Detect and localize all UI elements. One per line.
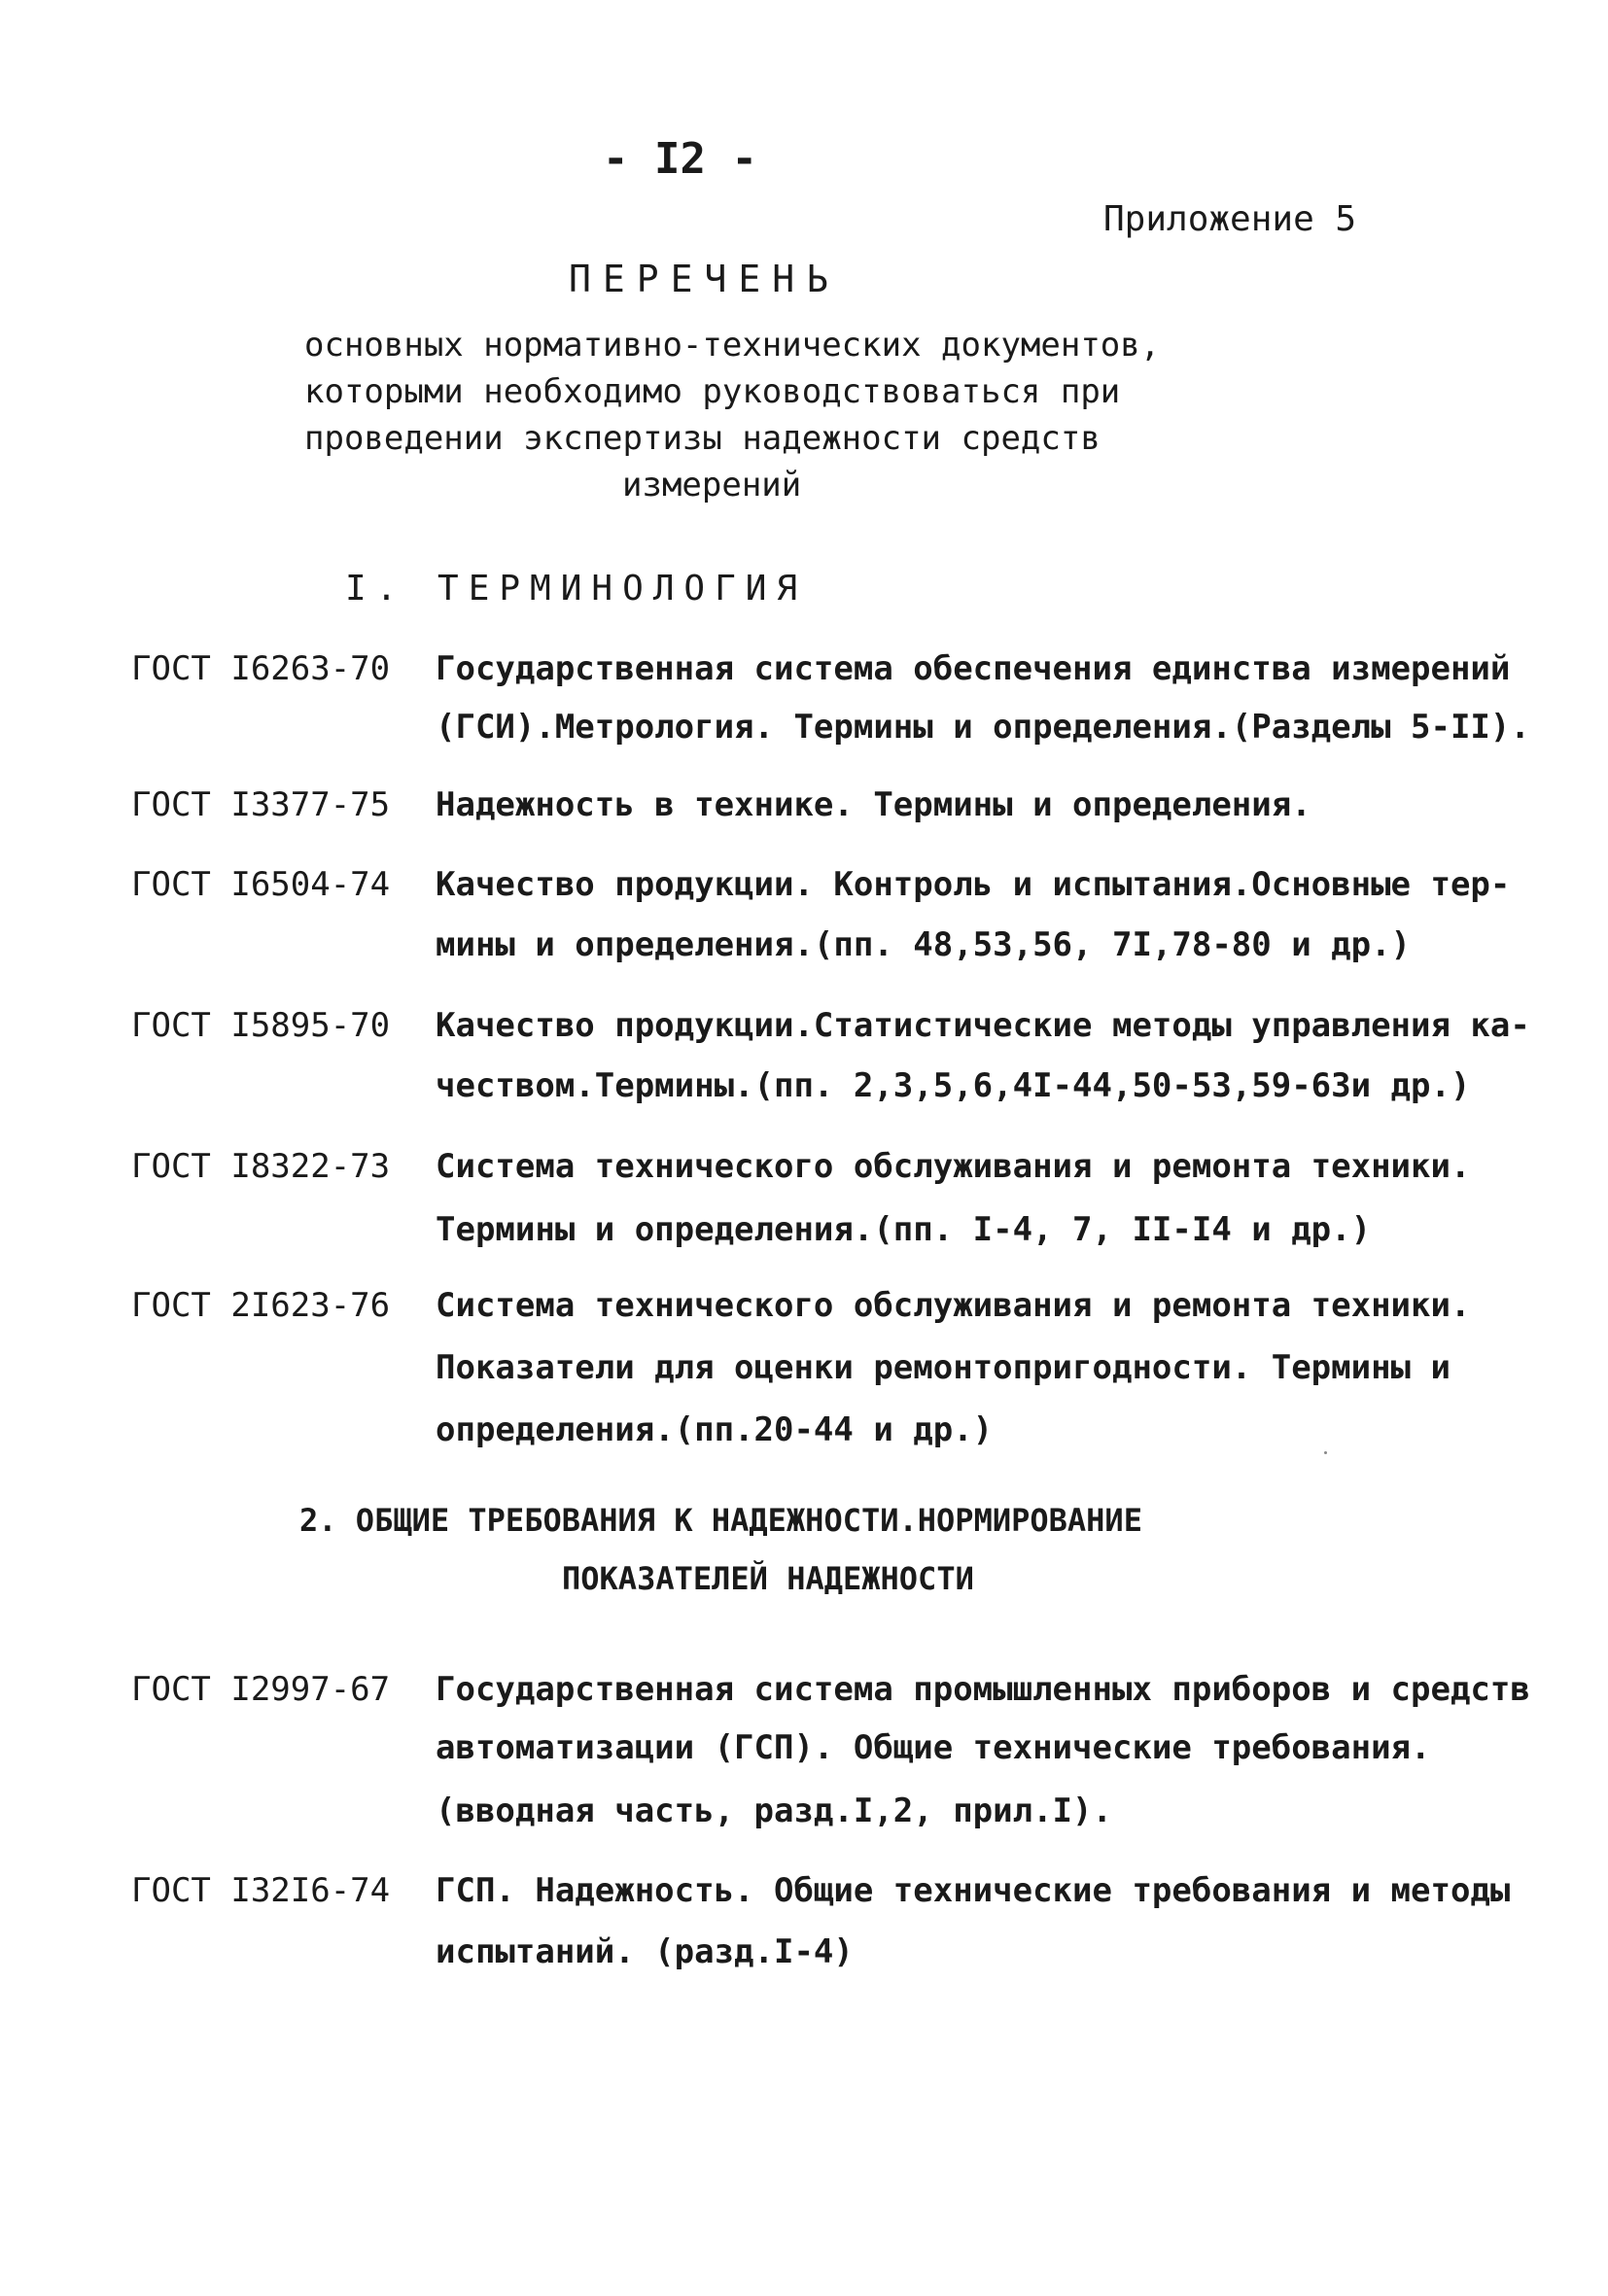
entry-code: ГОСТ I5895-70 <box>131 1006 391 1045</box>
scan-speck <box>1324 1451 1327 1454</box>
entry-code: ГОСТ I3377-75 <box>131 785 391 824</box>
entry-code: ГОСТ I8322-73 <box>131 1147 391 1186</box>
subtitle-line-1: основных нормативно-технических документов, <box>304 326 1161 365</box>
entry-line: Система технического обслуживания и ремонта техники. <box>436 1286 1471 1325</box>
page-number: - I2 - <box>603 134 757 184</box>
entry-line: Показатели для оценки ремонтопригодности. Термины и <box>436 1348 1451 1387</box>
entry-code: ГОСТ I6263-70 <box>131 649 391 688</box>
entry-line: (вводная часть, разд.I,2, прил.I). <box>436 1792 1112 1830</box>
section-2-heading-line-1: 2. ОБЩИЕ ТРЕБОВАНИЯ К НАДЕЖНОСТИ.НОРМИРОВАНИЕ <box>299 1502 1142 1539</box>
entry-line: Надежность в технике. Термины и определения. <box>436 785 1311 824</box>
entry-line: автоматизации (ГСП). Общие технические требования. <box>436 1728 1431 1767</box>
entry-line: Государственная система промышленных приборов и средств <box>436 1670 1530 1709</box>
entry-line: определения.(пп.20-44 и др.) <box>436 1410 994 1449</box>
document-title: ПЕРЕЧЕНЬ <box>569 258 841 300</box>
subtitle-line-3: проведении экспертизы надежности средств <box>304 419 1101 458</box>
entry-line: чеством.Термины.(пп. 2,3,5,6,4I-44,50-53,59-63и др.) <box>436 1066 1471 1105</box>
entry-line: Термины и определения.(пп. I-4, 7, II-I4 и др.) <box>436 1210 1372 1249</box>
subtitle-line-2: которыми необходимо руководствоваться при <box>304 372 1121 411</box>
entry-code: ГОСТ 2I623-76 <box>131 1286 391 1325</box>
entry-line: ГСП. Надежность. Общие технические требования и методы <box>436 1871 1511 1910</box>
entry-line: Качество продукции. Контроль и испытания.Основные тер- <box>436 865 1511 904</box>
section-2-heading-line-2: ПОКАЗАТЕЛЕЙ НАДЕЖНОСТИ <box>562 1560 974 1597</box>
entry-line: Система технического обслуживания и ремонта техники. <box>436 1147 1471 1186</box>
entry-line: испытаний. (разд.I-4) <box>436 1932 854 1971</box>
entry-line: Государственная система обеспечения единства измерений <box>436 649 1511 688</box>
subtitle-line-4: измерений <box>622 466 802 504</box>
entry-line: (ГСИ).Метрология. Термины и определения.(Разделы 5-II). <box>436 708 1530 747</box>
entry-line: Качество продукции.Статистические методы управления ка- <box>436 1006 1530 1045</box>
entry-line: мины и определения.(пп. 48,53,56, 7I,78-80 и др.) <box>436 925 1412 964</box>
section-1-heading: I. ТЕРМИНОЛОГИЯ <box>345 569 808 609</box>
entry-code: ГОСТ I2997-67 <box>131 1670 391 1709</box>
appendix-label: Приложение 5 <box>1103 199 1357 239</box>
entry-code: ГОСТ I32I6-74 <box>131 1871 391 1910</box>
entry-code: ГОСТ I6504-74 <box>131 865 391 904</box>
